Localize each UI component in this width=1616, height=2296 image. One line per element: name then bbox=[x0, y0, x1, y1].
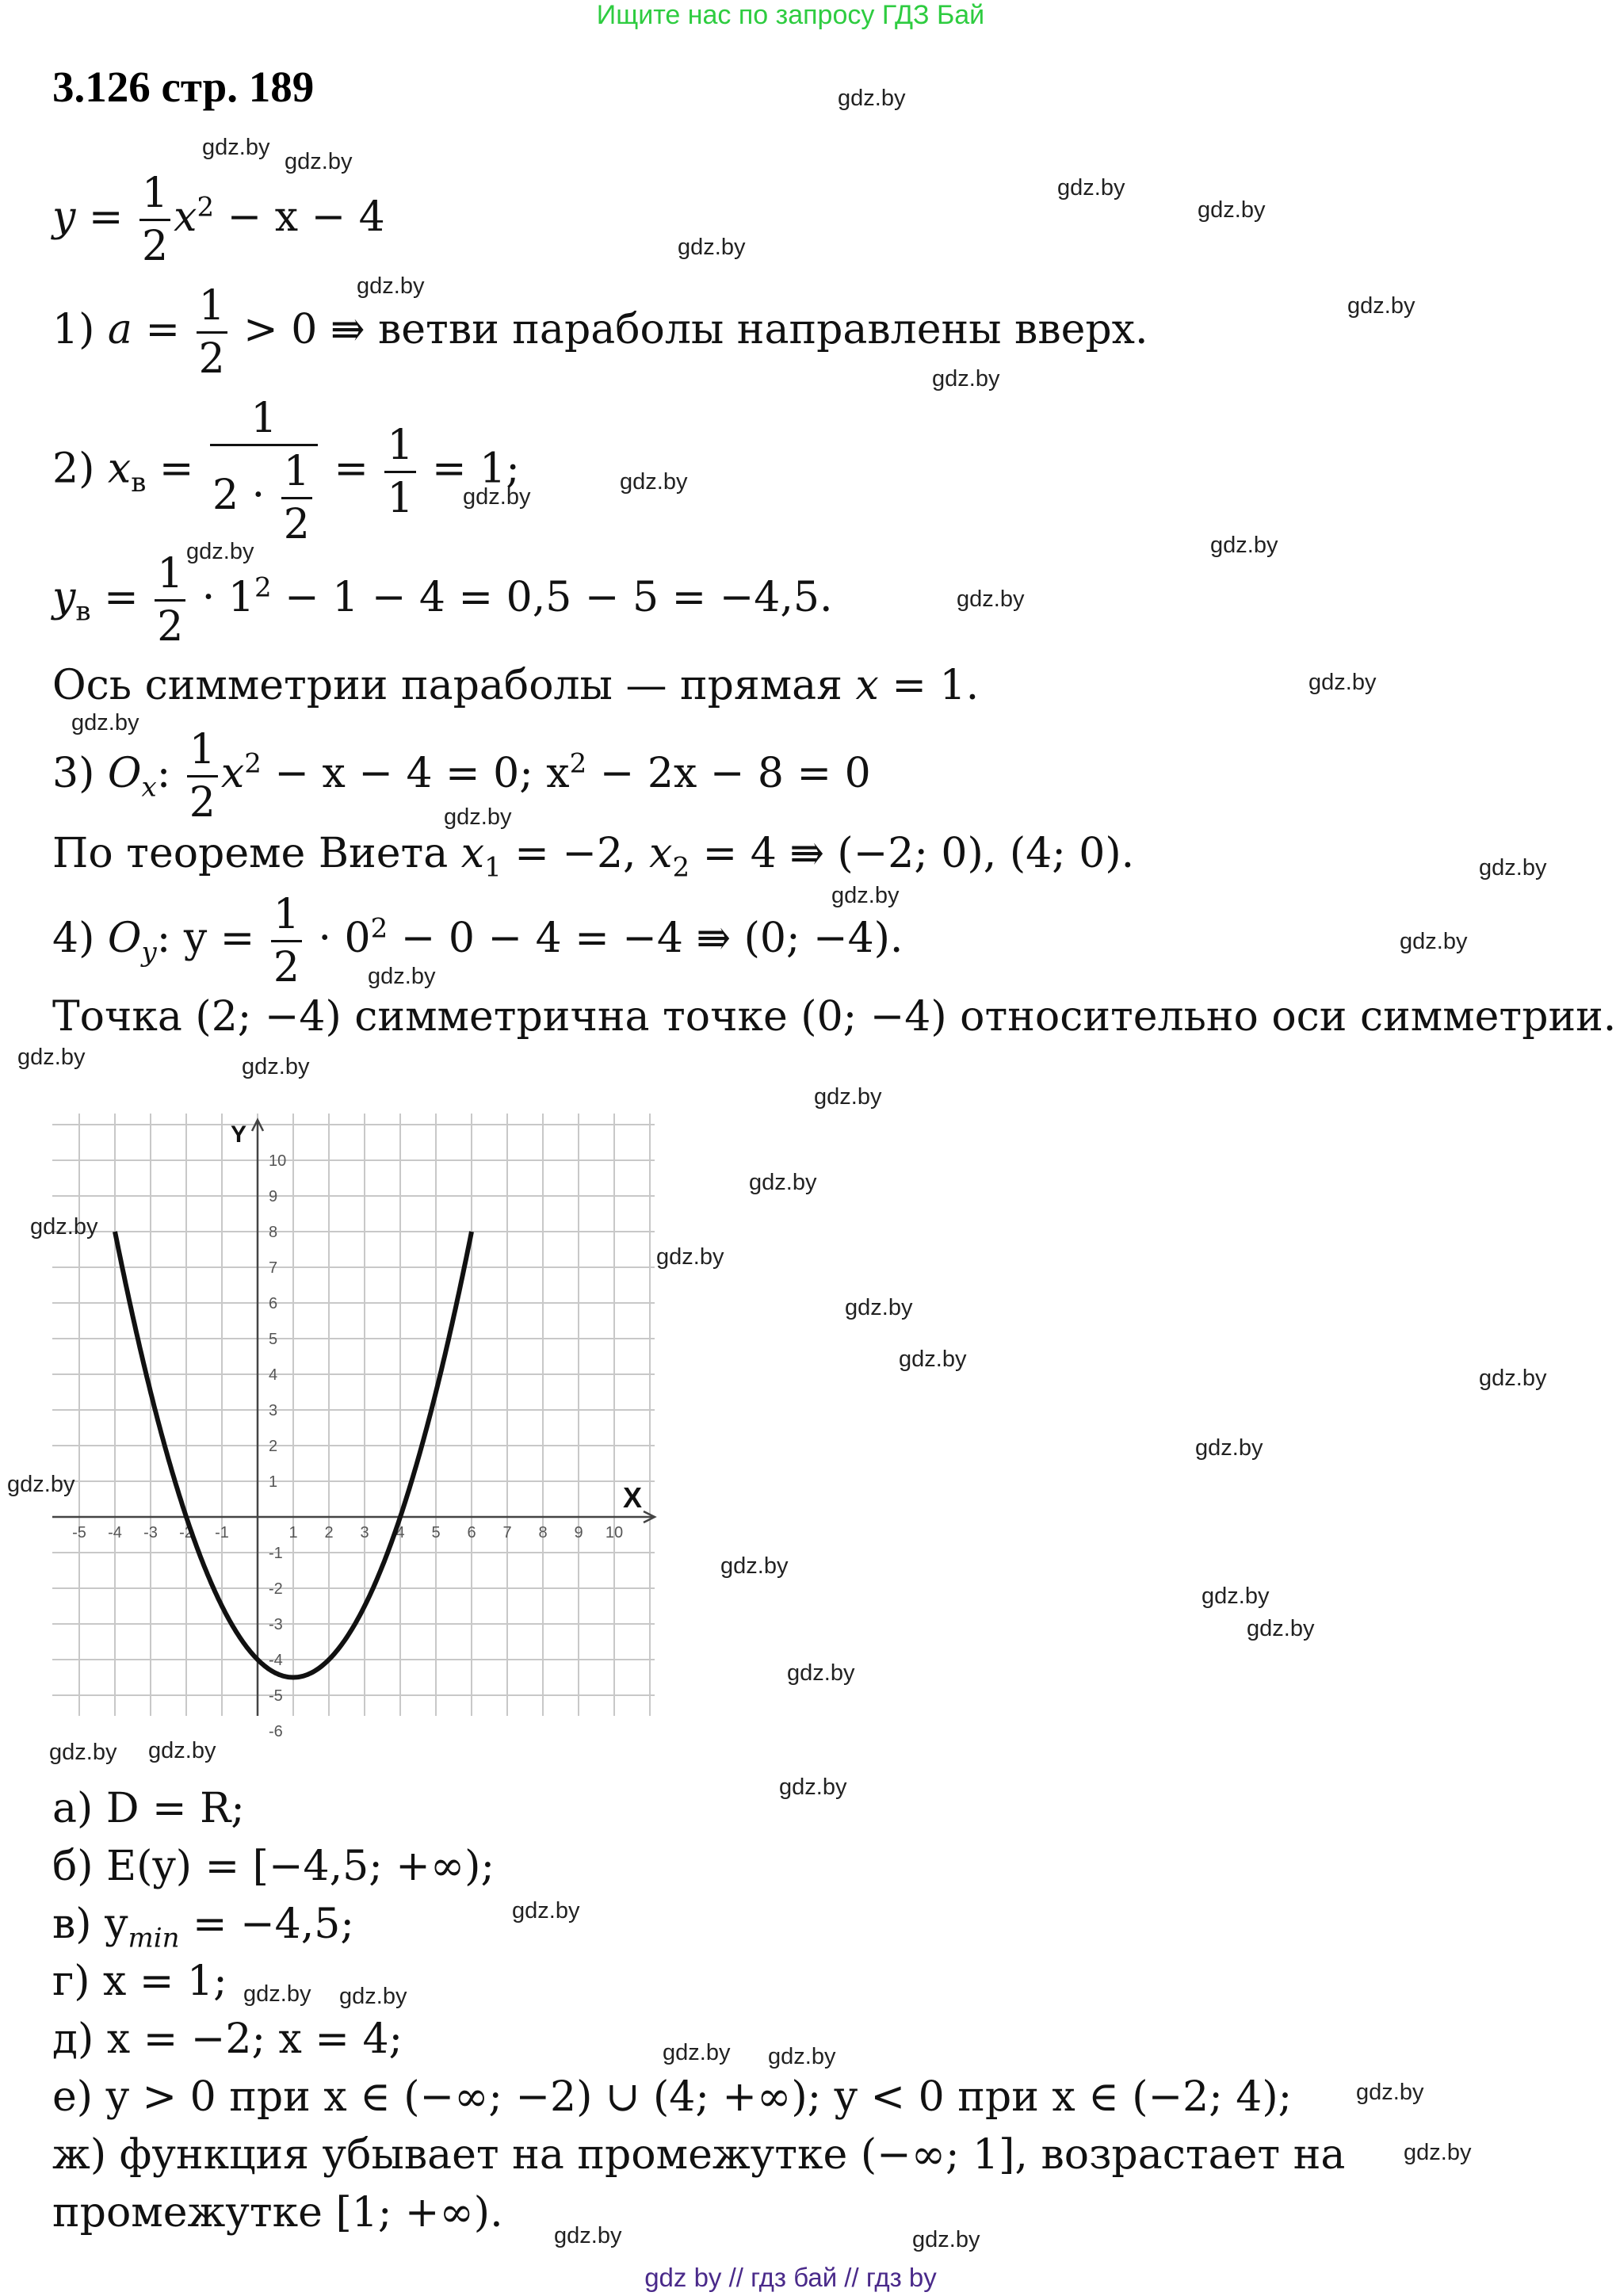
exponent: 2 bbox=[370, 912, 388, 945]
watermark: gdz.by bbox=[768, 2044, 836, 2069]
exponent: 2 bbox=[569, 747, 587, 780]
x-tick-label: -5 bbox=[72, 1524, 86, 1541]
answer-zh: ж) функция убывает на промежутке (−∞; 1], возрастает на bbox=[52, 2131, 1346, 2179]
watermark: gdz.by bbox=[368, 964, 436, 989]
answer-g: г) x = 1; bbox=[52, 1958, 227, 2005]
denominator: 2 bbox=[189, 779, 216, 827]
search-banner[interactable]: Ищите нас по запросу ГДЗ Бай bbox=[596, 0, 985, 30]
answer-v bbox=[52, 1901, 354, 1954]
numerator: 1 bbox=[210, 398, 318, 446]
y-tick-label: 5 bbox=[269, 1331, 278, 1348]
y-tick-label: 3 bbox=[269, 1402, 278, 1419]
vieta-text: По теореме Виета bbox=[52, 830, 461, 877]
watermark: gdz.by bbox=[1247, 1616, 1315, 1641]
footer-links[interactable]: gdz by // гдз бай // гдз by bbox=[644, 2263, 937, 2292]
subscript: 2 bbox=[672, 851, 690, 884]
y-tick-label: 4 bbox=[269, 1366, 278, 1384]
y-tick-label: -5 bbox=[269, 1687, 283, 1705]
denominator: 2 bbox=[273, 944, 300, 991]
equals: = bbox=[320, 445, 382, 493]
var-x2: x bbox=[649, 830, 673, 877]
x-tick-label: -1 bbox=[215, 1524, 229, 1541]
numerator: 1 bbox=[384, 425, 415, 473]
watermark: gdz.by bbox=[17, 1045, 86, 1070]
x-axis-label: X bbox=[623, 1481, 643, 1514]
denominator: 2 bbox=[142, 223, 169, 270]
var-x: x bbox=[855, 662, 879, 709]
watermark: gdz.by bbox=[71, 710, 139, 735]
equals: = bbox=[132, 306, 193, 353]
watermark: gdz.by bbox=[1210, 533, 1278, 558]
x-tick-label: 1 bbox=[288, 1524, 298, 1541]
var-y: y bbox=[52, 193, 76, 241]
x-tick-label: 9 bbox=[574, 1524, 583, 1541]
page-title: 3.126 стр. 189 bbox=[52, 63, 315, 111]
step-number: 4) bbox=[52, 915, 108, 962]
numerator: 1 bbox=[197, 285, 227, 334]
y-tick-label: -2 bbox=[269, 1580, 283, 1598]
watermark: gdz.by bbox=[202, 135, 270, 160]
x-tick-label: 4 bbox=[395, 1524, 405, 1541]
equation-middle: − x − 4 = 0; x bbox=[261, 750, 570, 797]
var-o: O bbox=[107, 750, 142, 797]
watermark: gdz.by bbox=[814, 1084, 882, 1110]
var-x: x bbox=[107, 445, 132, 493]
fraction-half bbox=[139, 170, 170, 270]
equals: = bbox=[90, 574, 152, 621]
exponent: 2 bbox=[197, 191, 215, 223]
y-tick-label: 8 bbox=[269, 1224, 278, 1241]
parabola-graph bbox=[52, 1114, 655, 1740]
x-tick-label: -4 bbox=[108, 1524, 122, 1541]
watermark: gdz.by bbox=[1198, 197, 1266, 223]
fraction-one bbox=[384, 421, 415, 522]
watermark: gdz.by bbox=[656, 1244, 724, 1270]
watermark: gdz.by bbox=[1479, 855, 1547, 881]
y-tick-label: -1 bbox=[269, 1545, 283, 1562]
colon: : y = bbox=[156, 915, 268, 962]
vieta-line bbox=[52, 830, 1134, 883]
watermark: gdz.by bbox=[1201, 1584, 1270, 1609]
y-tick-label: 9 bbox=[269, 1188, 278, 1205]
x-tick-label: 5 bbox=[431, 1524, 441, 1541]
denominator: 1 bbox=[387, 474, 414, 522]
numerator: 1 bbox=[281, 451, 312, 499]
x-tick-label: 8 bbox=[538, 1524, 548, 1541]
y-tick-label: 7 bbox=[269, 1259, 278, 1277]
subscript: 1 bbox=[484, 851, 502, 884]
y-tick-label: 2 bbox=[269, 1438, 278, 1455]
exponent: 2 bbox=[254, 571, 272, 604]
watermark: gdz.by bbox=[845, 1295, 913, 1320]
subscript: min bbox=[128, 1922, 180, 1954]
watermark: gdz.by bbox=[148, 1738, 216, 1763]
x-tick-label: 10 bbox=[605, 1524, 624, 1541]
watermark: gdz.by bbox=[243, 1981, 311, 2007]
denominator: 2 bbox=[157, 603, 184, 651]
watermark: gdz.by bbox=[512, 1898, 580, 1924]
answer-zh-cont: промежутке [1; +∞). bbox=[52, 2189, 503, 2237]
watermark: gdz.by bbox=[678, 235, 746, 260]
denominator bbox=[210, 446, 318, 548]
equals: = bbox=[75, 193, 137, 241]
watermark: gdz.by bbox=[1308, 670, 1377, 695]
fraction-half bbox=[281, 448, 312, 548]
denominator: 2 bbox=[283, 501, 310, 548]
step-4-result: − 0 − 4 = −4 ⇛ (0; −4). bbox=[388, 915, 904, 962]
step-number: 3) bbox=[52, 750, 108, 797]
watermark: gdz.by bbox=[444, 804, 512, 830]
watermark: gdz.by bbox=[463, 484, 531, 510]
step-number: 2) bbox=[52, 445, 108, 493]
answer-d: д) x = −2; x = 4; bbox=[52, 2015, 403, 2063]
subscript: x bbox=[141, 771, 157, 804]
y-tick-label: -4 bbox=[269, 1652, 283, 1669]
watermark: gdz.by bbox=[1347, 293, 1415, 319]
vieta-mid: = −2, bbox=[501, 830, 650, 877]
answer-v-value: = −4,5; bbox=[179, 1901, 354, 1948]
watermark: gdz.by bbox=[339, 1984, 407, 2009]
var-x: x bbox=[220, 750, 245, 797]
watermark: gdz.by bbox=[720, 1553, 789, 1579]
answer-v-text: в) y bbox=[52, 1901, 128, 1948]
y-vertex-text: · 1 bbox=[189, 574, 254, 621]
subscript: в bbox=[75, 595, 91, 628]
var-o: O bbox=[107, 915, 142, 962]
watermark: gdz.by bbox=[831, 883, 900, 908]
watermark: gdz.by bbox=[554, 2223, 622, 2248]
answer-b: б) E(y) = [−4,5; +∞); bbox=[52, 1843, 495, 1890]
symmetric-point: Точка (2; −4) симметрична точке (0; −4) относительно оси симметрии. bbox=[52, 993, 1616, 1041]
function-definition bbox=[52, 170, 385, 270]
vieta-result: = 4 ⇛ (−2; 0), (4; 0). bbox=[690, 830, 1135, 877]
subscript: в bbox=[131, 466, 147, 499]
watermark: gdz.by bbox=[285, 149, 353, 174]
watermark: gdz.by bbox=[912, 2227, 980, 2252]
watermark: gdz.by bbox=[1400, 929, 1468, 954]
watermark: gdz.by bbox=[49, 1740, 117, 1765]
watermark: gdz.by bbox=[357, 273, 425, 299]
watermark: gdz.by bbox=[899, 1347, 967, 1372]
watermark: gdz.by bbox=[779, 1775, 847, 1800]
watermark: gdz.by bbox=[1404, 2140, 1472, 2165]
step-1-text: > 0 ⇛ ветви параболы направлены вверх. bbox=[230, 306, 1148, 353]
fraction-vertex bbox=[210, 395, 318, 548]
answer-e: е) y > 0 при x ∈ (−∞; −2) ∪ (4; +∞); y < 0 при x ∈ (−2; 4); bbox=[52, 2073, 1293, 2121]
y-tick-label: 10 bbox=[269, 1152, 287, 1170]
watermark: gdz.by bbox=[1356, 2080, 1424, 2105]
y-tick-label: 6 bbox=[269, 1295, 278, 1312]
watermark: gdz.by bbox=[838, 86, 906, 111]
x-tick-label: -3 bbox=[143, 1524, 158, 1541]
watermark: gdz.by bbox=[663, 2040, 731, 2065]
numerator: 1 bbox=[187, 729, 218, 777]
denominator: 2 bbox=[198, 335, 225, 383]
step-4 bbox=[52, 891, 904, 991]
x-tick-label: 2 bbox=[324, 1524, 334, 1541]
var-x1: x bbox=[460, 830, 485, 877]
answer-a: а) D = R; bbox=[52, 1785, 245, 1832]
watermark: gdz.by bbox=[620, 469, 688, 495]
fraction-half bbox=[187, 726, 218, 827]
y-tick-label: -3 bbox=[269, 1616, 283, 1633]
watermark: gdz.by bbox=[787, 1660, 855, 1686]
axis-of-symmetry bbox=[52, 662, 979, 709]
watermark: gdz.by bbox=[1195, 1435, 1263, 1461]
watermark: gdz.by bbox=[242, 1054, 310, 1079]
watermark: gdz.by bbox=[186, 539, 254, 564]
subscript: y bbox=[141, 936, 157, 968]
x-tick-label: -2 bbox=[179, 1524, 193, 1541]
y-tick-label: 1 bbox=[269, 1473, 278, 1491]
axis-text: Ось симметрии параболы — прямая bbox=[52, 662, 856, 709]
fraction-half bbox=[155, 550, 185, 651]
step-number: 1) bbox=[52, 306, 108, 353]
y-tick-label: -6 bbox=[269, 1723, 283, 1740]
equation-end: − 2x − 8 = 0 bbox=[586, 750, 871, 797]
watermark: gdz.by bbox=[1479, 1366, 1547, 1391]
exponent: 2 bbox=[244, 747, 262, 780]
denominator-two: 2 · bbox=[212, 472, 278, 519]
x-tick-label: 3 bbox=[360, 1524, 369, 1541]
fraction-half bbox=[271, 891, 302, 991]
watermark: gdz.by bbox=[932, 366, 1000, 392]
numerator: 1 bbox=[271, 894, 302, 942]
fraction-half bbox=[197, 282, 227, 383]
step-2 bbox=[52, 395, 520, 548]
colon: : bbox=[156, 750, 184, 797]
x-tick-label: 7 bbox=[502, 1524, 512, 1541]
watermark: gdz.by bbox=[1057, 175, 1125, 201]
numerator: 1 bbox=[139, 173, 170, 221]
watermark: gdz.by bbox=[30, 1214, 98, 1240]
y-vertex-result: − 1 − 4 = 0,5 − 5 = −4,5. bbox=[271, 574, 833, 621]
var-a: a bbox=[107, 306, 132, 353]
var-y: y bbox=[52, 574, 76, 621]
var-x: x bbox=[174, 193, 197, 241]
watermark: gdz.by bbox=[749, 1170, 817, 1195]
y-axis-label: Y bbox=[231, 1121, 247, 1148]
numerator: 1 bbox=[155, 553, 185, 602]
watermark: gdz.by bbox=[7, 1472, 75, 1497]
step-4-text: · 0 bbox=[304, 915, 371, 962]
expression-rest: − x − 4 bbox=[214, 193, 385, 241]
axis-result: = 1. bbox=[878, 662, 980, 709]
step-2-result: = 1; bbox=[418, 445, 520, 493]
x-tick-label: 6 bbox=[467, 1524, 476, 1541]
equals: = bbox=[146, 445, 208, 493]
watermark: gdz.by bbox=[957, 586, 1025, 612]
